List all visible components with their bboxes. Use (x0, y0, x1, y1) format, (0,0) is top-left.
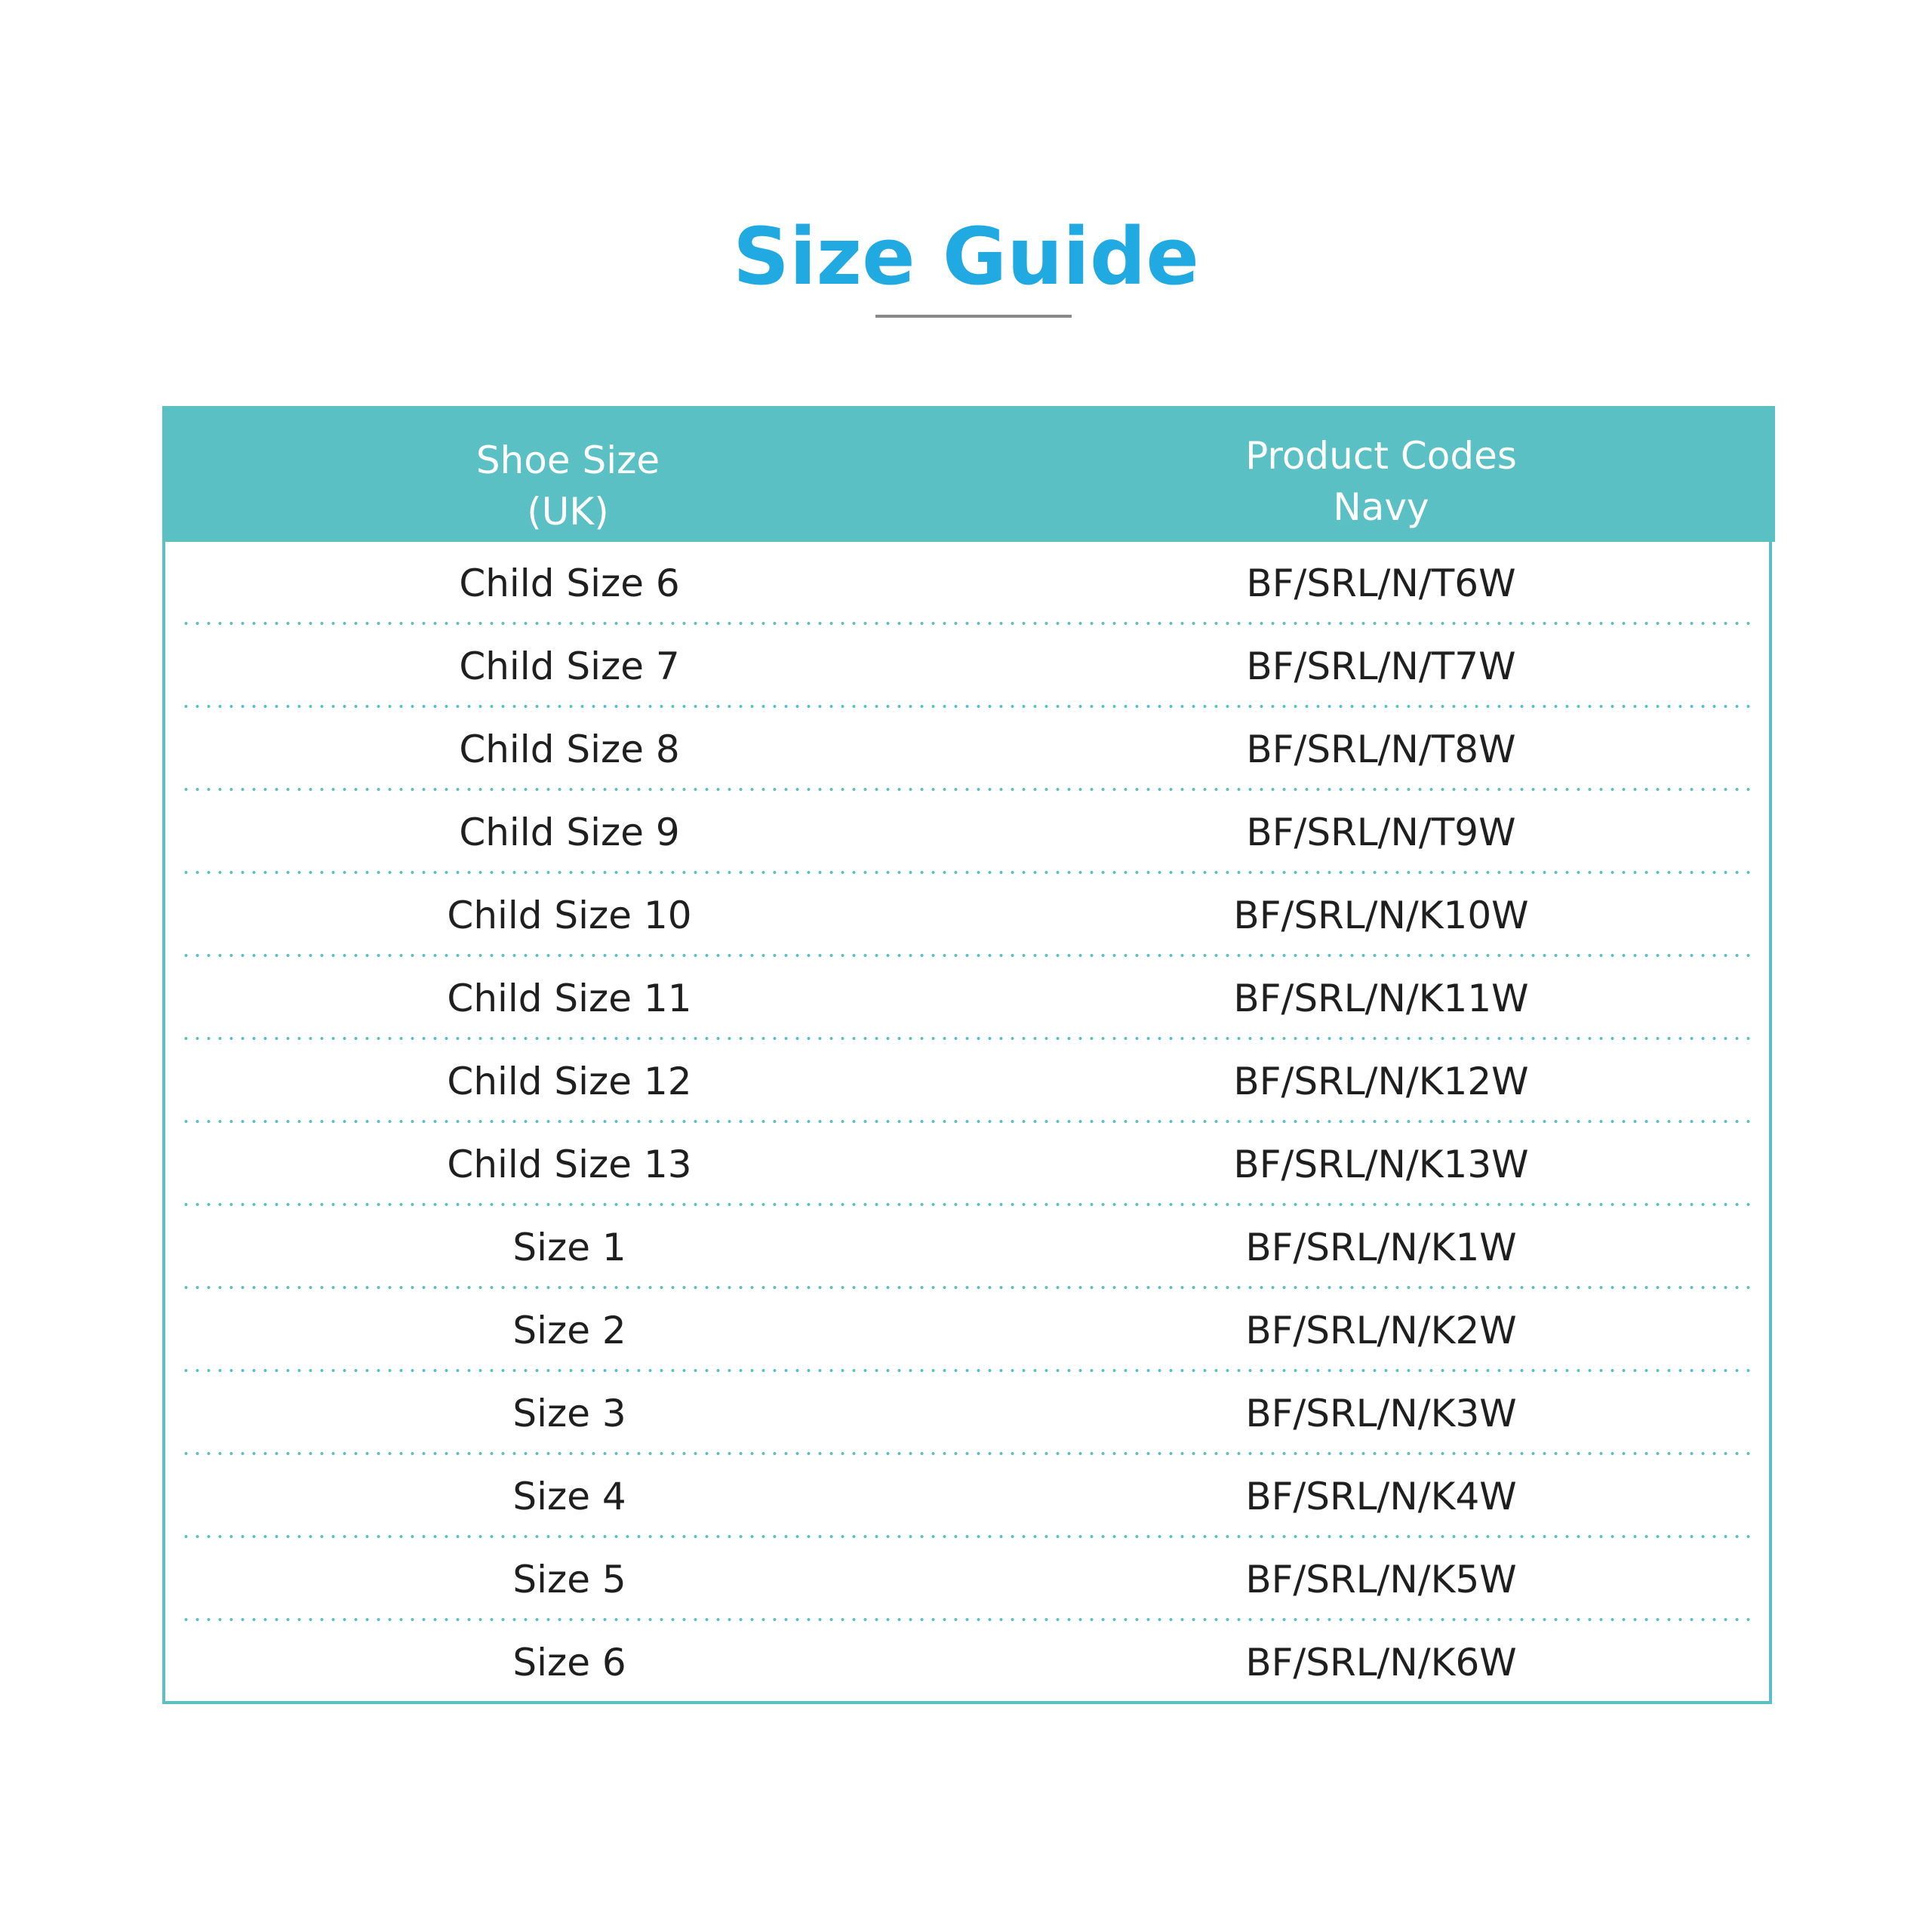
table-row (165, 1372, 1769, 1455)
product-code-cell: BF/SRL/N/K5W (1245, 1558, 1517, 1601)
shoe-size-cell: Child Size 8 (459, 728, 680, 771)
table-row (165, 791, 1769, 874)
shoe-size-cell: Size 6 (512, 1641, 626, 1684)
product-code-cell: BF/SRL/N/T7W (1246, 645, 1516, 688)
product-code-cell: BF/SRL/N/T8W (1246, 728, 1516, 771)
shoe-size-cell: Child Size 12 (447, 1060, 692, 1103)
table-row (165, 1040, 1769, 1123)
table-row (165, 1538, 1769, 1621)
shoe-size-cell: Size 3 (512, 1392, 626, 1435)
table-row (165, 957, 1769, 1040)
shoe-size-cell: Child Size 13 (447, 1143, 692, 1186)
product-code-cell: BF/SRL/N/K3W (1245, 1392, 1517, 1435)
table-row (165, 1206, 1769, 1289)
table-row (165, 542, 1769, 625)
shoe-size-cell: Size 5 (512, 1558, 626, 1601)
shoe-size-cell: Child Size 11 (447, 977, 692, 1020)
table-body (165, 542, 1769, 1704)
header-product-codes (974, 430, 1789, 533)
table-row (165, 1455, 1769, 1538)
shoe-size-cell: Child Size 9 (459, 811, 680, 854)
table-row (165, 625, 1769, 708)
shoe-size-cell: Size 1 (512, 1226, 626, 1269)
product-code-cell: BF/SRL/N/K2W (1245, 1309, 1517, 1352)
shoe-size-cell: Child Size 7 (459, 645, 680, 688)
product-code-cell: BF/SRL/N/K1W (1245, 1226, 1517, 1269)
header-shoe-size (162, 435, 974, 537)
shoe-size-cell: Child Size 6 (459, 561, 680, 605)
table-row (165, 1621, 1769, 1704)
shoe-size-cell: Child Size 10 (447, 894, 692, 937)
header-product-codes-line2: Navy (1333, 485, 1429, 529)
product-code-cell: BF/SRL/N/K12W (1233, 1060, 1529, 1103)
product-code-cell: BF/SRL/N/K4W (1245, 1475, 1517, 1518)
product-code-cell: BF/SRL/N/K13W (1233, 1143, 1529, 1186)
product-code-cell: BF/SRL/N/T6W (1246, 561, 1516, 605)
title-underline (875, 315, 1072, 318)
table-row (165, 1123, 1769, 1206)
table-row (165, 874, 1769, 957)
product-code-cell: BF/SRL/N/K10W (1233, 894, 1529, 937)
shoe-size-cell: Size 4 (512, 1475, 626, 1518)
shoe-size-cell: Size 2 (512, 1309, 626, 1352)
header-product-codes-line1: Product Codes (1245, 434, 1517, 478)
product-code-cell: BF/SRL/N/K11W (1233, 977, 1529, 1020)
product-code-cell: BF/SRL/N/T9W (1246, 811, 1516, 854)
size-guide-table (162, 406, 1772, 1704)
page-title: Size Guide (733, 211, 1199, 303)
header-shoe-size-line2: (UK) (527, 490, 609, 534)
product-code-cell: BF/SRL/N/K6W (1245, 1641, 1517, 1684)
header-shoe-size-line1: Shoe Size (475, 438, 660, 482)
table-row (165, 1289, 1769, 1372)
table-header (162, 406, 1775, 542)
table-row (165, 708, 1769, 791)
